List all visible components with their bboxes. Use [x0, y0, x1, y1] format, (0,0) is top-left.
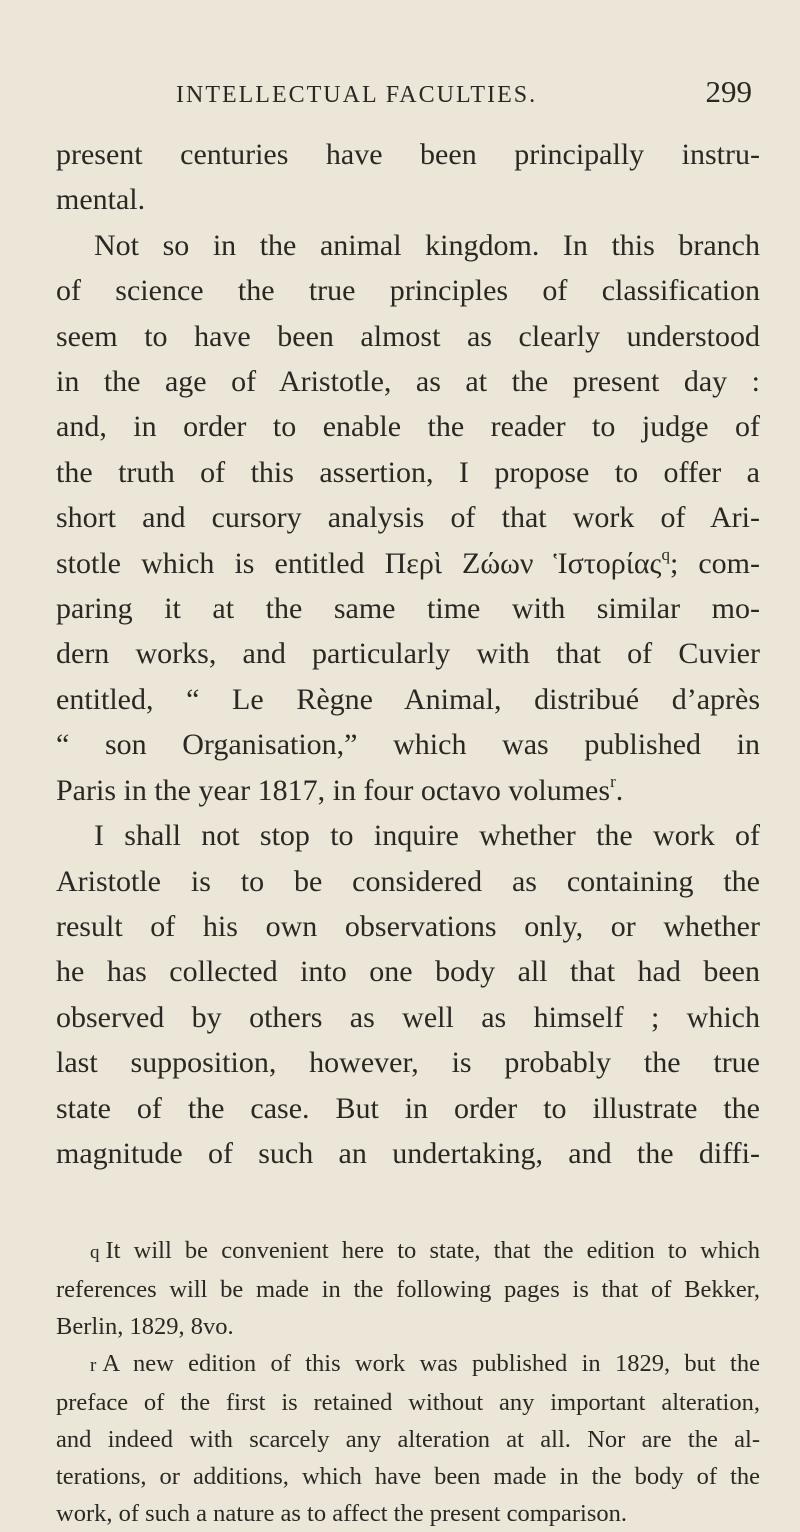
footnote-text: It will be convenient here to state, that the edition to which	[105, 1237, 760, 1265]
text-line: of science the true principles of classification	[56, 274, 760, 308]
footnote-text: A new edition of this work was published in 1829, but the	[102, 1350, 760, 1378]
footnote-line: and indeed with scarcely any alteration at all. Nor are the al-	[56, 1426, 760, 1454]
text-line: dern works, and particularly with that of Cuvier	[56, 637, 760, 671]
text-line: he has collected into one body all that had been	[56, 955, 760, 989]
footnote-line: terations, or additions, which have been made in the body of the	[56, 1463, 760, 1491]
footnote-line: references will be made in the following pages is that of Bekker,	[56, 1276, 760, 1304]
text-line: paring it at the same time with similar mo-	[56, 592, 760, 626]
running-title: INTELLECTUAL FACULTIES.	[176, 82, 538, 108]
footnotes	[56, 1232, 760, 1532]
footnote-ref-r: r	[610, 771, 616, 791]
text-line-part: ; com-	[669, 546, 760, 580]
footnote-marker: q	[90, 1242, 100, 1264]
text-line: I shall not stop to inquire whether the work of	[94, 819, 760, 853]
footnote-r	[56, 1345, 760, 1384]
main-text	[56, 132, 760, 1176]
text-line: last supposition, however, is probably the true	[56, 1046, 760, 1080]
text-line: entitled, “ Le Règne Animal, distribué d’après	[56, 682, 760, 716]
text-line: seem to have been almost as clearly understood	[56, 319, 760, 353]
text-line: Aristotle is to be considered as containing the	[56, 864, 760, 898]
text-line: mental.	[56, 183, 146, 217]
text-line	[56, 541, 760, 586]
text-line: and, in order to enable the reader to judge of	[56, 410, 760, 444]
page-number: 299	[705, 74, 752, 109]
text-line	[56, 768, 760, 813]
text-line: short and cursory analysis of that work of Ari-	[56, 501, 760, 535]
text-line: state of the case. But in order to illustrate the	[56, 1091, 760, 1125]
text-line-part: stotle which is entitled Περὶ Ζώων Ἱστορίας	[56, 546, 662, 580]
text-line: observed by others as well as himself ; which	[56, 1000, 760, 1034]
footnote-ref-q: q	[661, 544, 670, 564]
running-head	[56, 74, 760, 108]
text-line-part: .	[615, 773, 624, 807]
text-line: the truth of this assertion, I propose to offer a	[56, 455, 760, 489]
text-line: in the age of Aristotle, as at the present day :	[56, 365, 760, 399]
text-line: magnitude of such an undertaking, and the diffi-	[56, 1136, 760, 1170]
text-line: “ son Organisation,” which was published in	[56, 728, 760, 762]
text-line: result of his own observations only, or whether	[56, 909, 760, 943]
text-line-part: Paris in the year 1817, in four octavo volumes	[56, 773, 611, 807]
footnote-line: work, of such a nature as to affect the present comparison.	[56, 1500, 628, 1528]
footnote-q	[56, 1232, 760, 1271]
footnote-line: Berlin, 1829, 8vo.	[56, 1313, 234, 1341]
footnote-marker: r	[90, 1355, 97, 1377]
text-line: Not so in the animal kingdom. In this branch	[94, 228, 760, 262]
footnote-line: preface of the first is retained without any important alteration,	[56, 1389, 760, 1417]
text-line: present centuries have been principally instru-	[56, 138, 760, 171]
